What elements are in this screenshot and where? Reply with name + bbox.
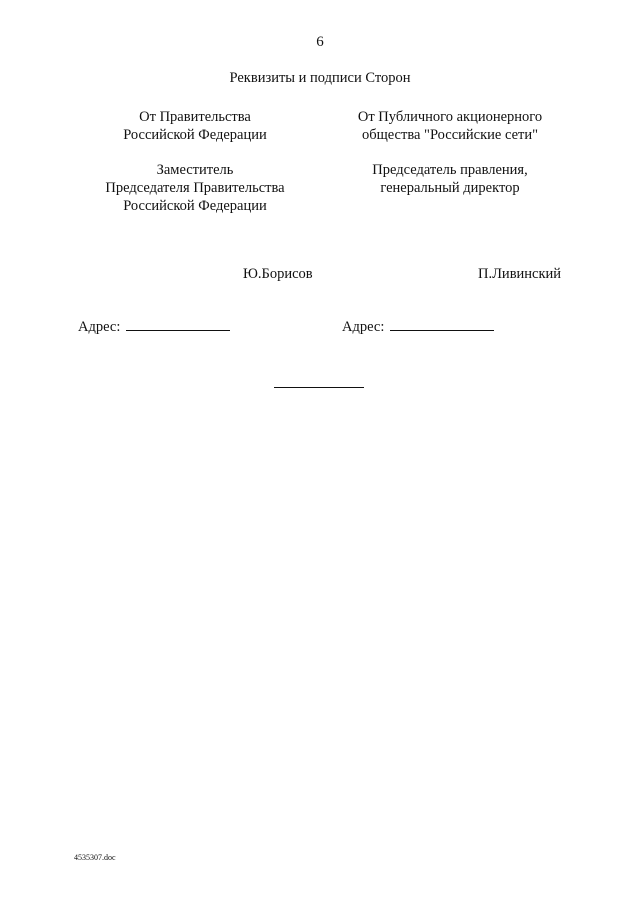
footer-file-name: 4535307.doc bbox=[74, 853, 116, 862]
right-party-role bbox=[340, 161, 560, 197]
left-signatory-name: Ю.Борисов bbox=[243, 266, 313, 282]
end-divider bbox=[274, 387, 364, 388]
right-party-line-1: От Публичного акционерного bbox=[357, 109, 543, 125]
page-number: 6 bbox=[316, 34, 324, 50]
right-party-name bbox=[340, 108, 560, 144]
right-role-line-1: Председатель правления, bbox=[372, 162, 528, 178]
right-party-line-2: общества "Российские сети" bbox=[361, 127, 539, 143]
right-address bbox=[342, 318, 494, 336]
left-address bbox=[78, 318, 230, 336]
right-address-blank-line bbox=[390, 318, 494, 331]
left-party-role bbox=[85, 161, 305, 215]
right-signatory-name: П.Ливинский bbox=[478, 266, 562, 282]
left-role-line-3: Российской Федерации bbox=[123, 198, 267, 214]
left-party-name bbox=[85, 108, 305, 144]
left-address-label: Адрес: bbox=[78, 319, 121, 335]
section-title: Реквизиты и подписи Сторон bbox=[229, 70, 411, 86]
left-party-line-2: Российской Федерации bbox=[123, 127, 267, 143]
left-party-line-1: От Правительства bbox=[139, 109, 251, 125]
left-address-blank-line bbox=[126, 318, 230, 331]
left-role-line-2: Председателя Правительства bbox=[105, 180, 285, 196]
right-role-line-2: генеральный директор bbox=[380, 180, 520, 196]
left-role-line-1: Заместитель bbox=[156, 162, 234, 178]
right-address-label: Адрес: bbox=[342, 319, 385, 335]
